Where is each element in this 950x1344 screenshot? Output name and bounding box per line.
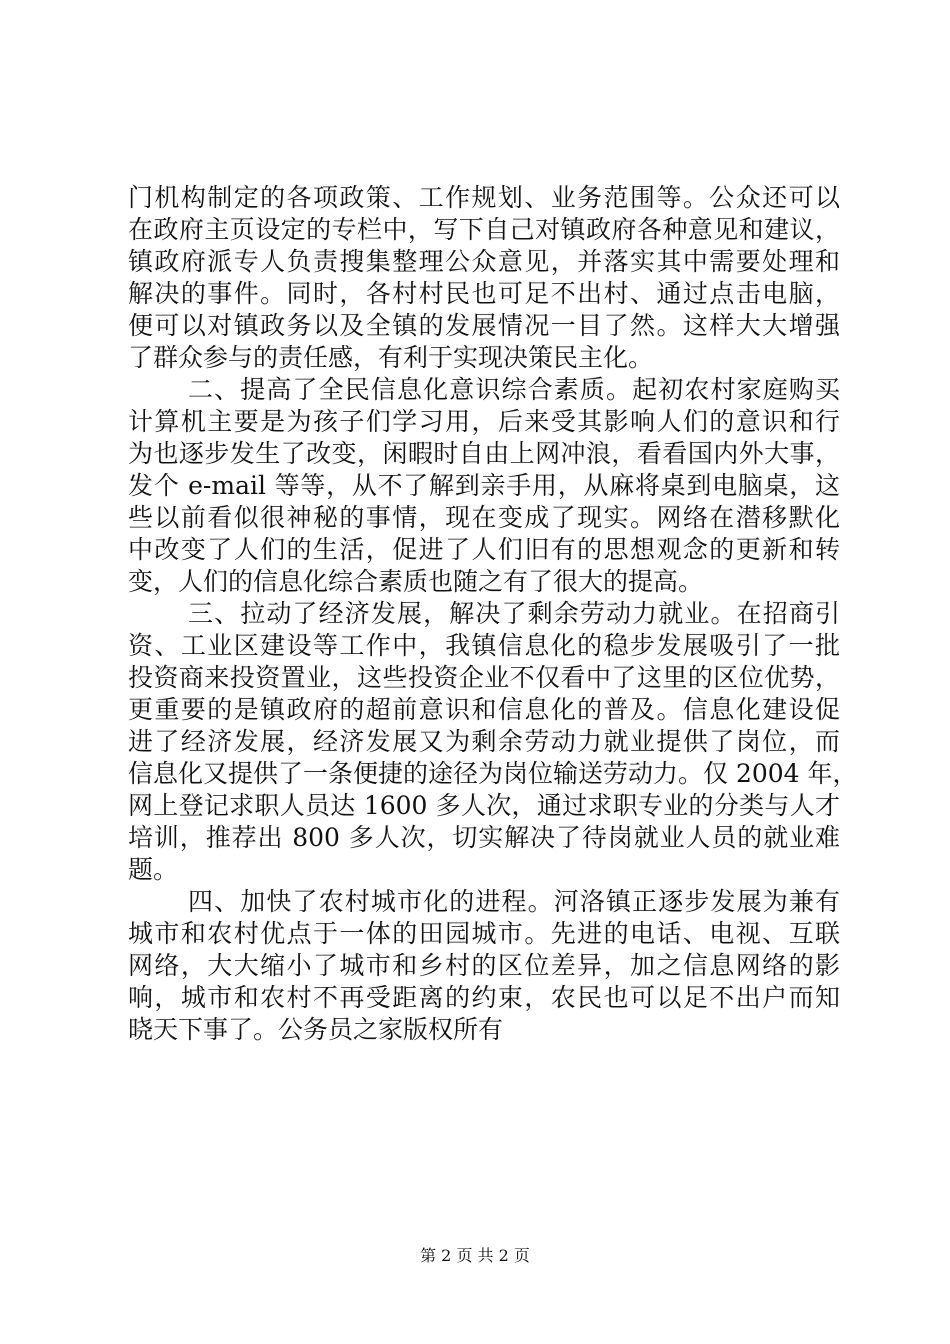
text-line: 网络，大大缩小了城市和乡村的区位差异，加之信息网络的影 bbox=[128, 951, 840, 980]
text-line: 城市和农村优点于一体的田园城市。先进的电话、电视、互联 bbox=[128, 919, 840, 948]
text-line: 培训，推荐出 800 多人次，切实解决了待岗就业人员的就业难 bbox=[128, 823, 840, 852]
text-line: 些以前看似很神秘的事情，现在变成了现实。网络在潜移默化 bbox=[128, 503, 840, 532]
text-line: 晓天下事了。公务员之家版权所有 bbox=[128, 1015, 504, 1044]
document-body bbox=[128, 182, 858, 1046]
text-line: 变，人们的信息化综合素质也随之有了很大的提高。 bbox=[128, 567, 704, 596]
text-line: 了群众参与的责任感，有利于实现决策民主化。 bbox=[128, 343, 654, 372]
paragraph-2-first-line: 二、提高了全民信息化意识综合素质。起初农村家庭购买 bbox=[188, 375, 840, 404]
text-line: 解决的事件。同时，各村村民也可足不出村、通过点击电脑， bbox=[128, 279, 840, 308]
text-line: 信息化又提供了一条便捷的途径为岗位输送劳动力。仅 2004 年， bbox=[128, 759, 858, 788]
text-line: 更重要的是镇政府的超前意识和信息化的普及。信息化建设促 bbox=[128, 695, 840, 724]
text-line: 投资商来投资置业，这些投资企业不仅看中了这里的区位优势， bbox=[128, 663, 840, 692]
text-line: 门机构制定的各项政策、工作规划、业务范围等。公众还可以 bbox=[128, 183, 840, 212]
text-line: 计算机主要是为孩子们学习用，后来受其影响人们的意识和行 bbox=[128, 407, 840, 436]
text-line: 网上登记求职人员达 1600 多人次，通过求职专业的分类与人才 bbox=[128, 791, 840, 820]
text-line: 响，城市和农村不再受距离的约束，农民也可以足不出户而知 bbox=[128, 983, 840, 1012]
page-number-footer: 第 2 页 共 2 页 bbox=[420, 1246, 530, 1265]
text-line: 题。 bbox=[128, 855, 179, 884]
text-line: 在政府主页设定的专栏中，写下自己对镇政府各种意见和建议， bbox=[128, 215, 840, 244]
text-line: 发个 e-mail 等等，从不了解到亲手用，从麻将桌到电脑桌，这 bbox=[128, 471, 840, 500]
text-line: 镇政府派专人负责搜集整理公众意见，并落实其中需要处理和 bbox=[128, 247, 840, 276]
text-line: 为也逐步发生了改变，闲暇时自由上网冲浪，看看国内外大事， bbox=[128, 439, 840, 468]
text-line: 进了经济发展，经济发展又为剩余劳动力就业提供了岗位，而 bbox=[128, 727, 840, 756]
paragraph-4-first-line: 四、加快了农村城市化的进程。河洛镇正逐步发展为兼有 bbox=[188, 887, 840, 916]
text-line: 资、工业区建设等工作中，我镇信息化的稳步发展吸引了一批 bbox=[128, 631, 840, 660]
text-line: 便可以对镇政务以及全镇的发展情况一目了然。这样大大增强 bbox=[128, 311, 840, 340]
paragraph-3-first-line: 三、拉动了经济发展，解决了剩余劳动力就业。在招商引 bbox=[188, 599, 840, 628]
text-line: 中改变了人们的生活，促进了人们旧有的思想观念的更新和转 bbox=[128, 535, 840, 564]
